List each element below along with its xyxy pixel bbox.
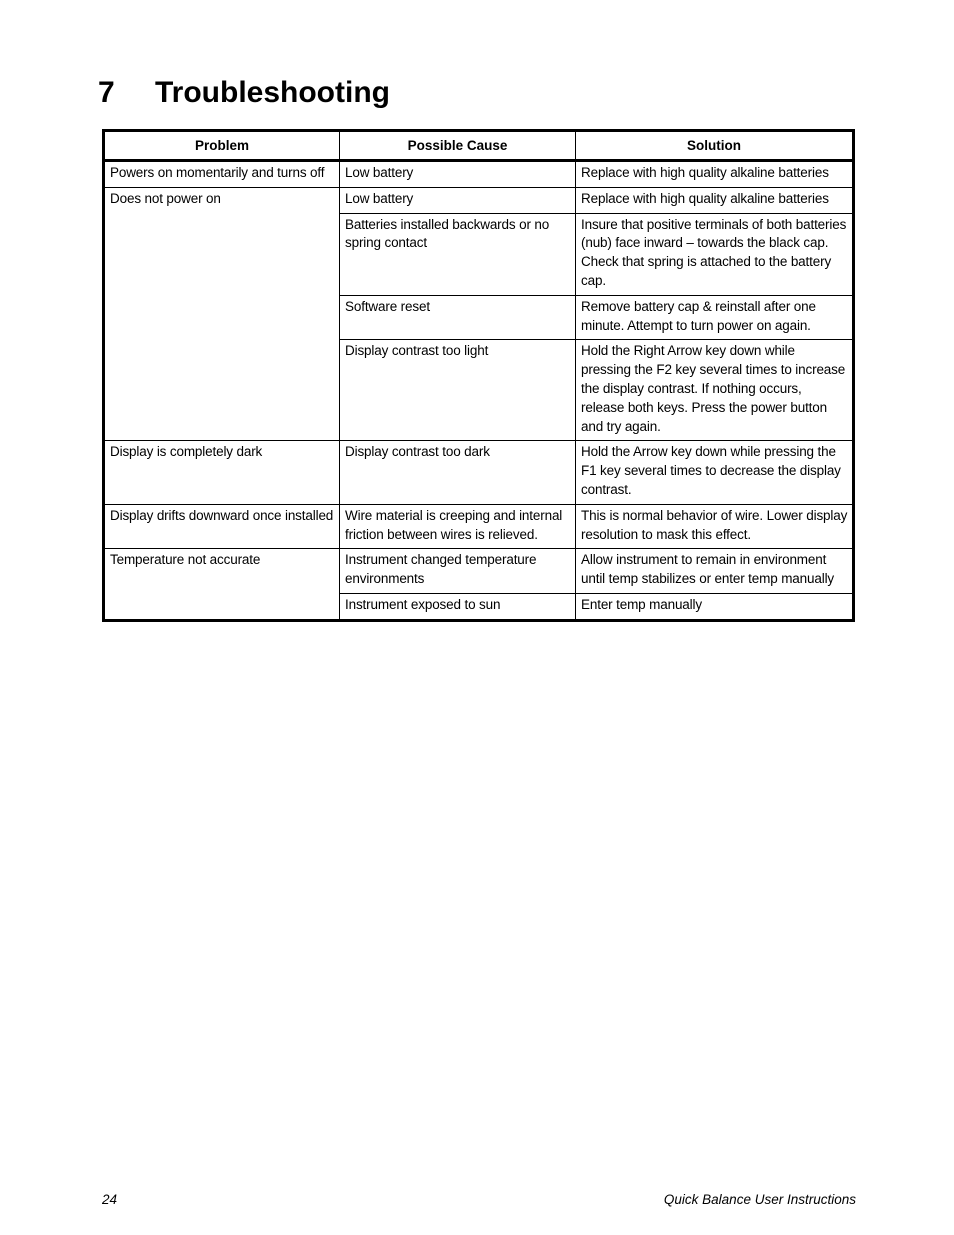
cause-cell: Wire material is creeping and internal friction between wires is relieved.: [340, 504, 576, 549]
problem-cell: Does not power on: [104, 187, 340, 441]
solution-cell: Insure that positive terminals of both batteries (nub) face inward – towards the black cap. Check that spring is attached to the battery cap.: [576, 213, 854, 295]
cause-cell: Instrument changed temperature environments: [340, 549, 576, 594]
cause-cell: Batteries installed backwards or no spring contact: [340, 213, 576, 295]
problem-cell: Display drifts downward once installed: [104, 504, 340, 549]
problem-cell: Display is completely dark: [104, 441, 340, 504]
cause-cell: Display contrast too light: [340, 340, 576, 441]
header-problem: Problem: [104, 131, 340, 161]
problem-cell: Temperature not accurate: [104, 549, 340, 620]
solution-cell: Hold the Arrow key down while pressing the F1 key several times to decrease the display contrast.: [576, 441, 854, 504]
header-possible-cause: Possible Cause: [340, 131, 576, 161]
section-title: Troubleshooting: [155, 76, 390, 109]
table-row: [104, 549, 854, 594]
section-number: 7: [98, 76, 115, 109]
solution-cell: Replace with high quality alkaline batteries: [576, 161, 854, 188]
table-row: [104, 161, 854, 188]
cause-cell: Software reset: [340, 295, 576, 340]
cause-cell: Display contrast too dark: [340, 441, 576, 504]
problem-cell: Powers on momentarily and turns off: [104, 161, 340, 188]
table-row: [104, 441, 854, 504]
solution-cell: Remove battery cap & reinstall after one minute. Attempt to turn power on again.: [576, 295, 854, 340]
solution-cell: Hold the Right Arrow key down while pressing the F2 key several times to increase the display contrast. If nothing occurs, release both keys. Press the power button and try again.: [576, 340, 854, 441]
solution-cell: Replace with high quality alkaline batteries: [576, 187, 854, 213]
header-solution: Solution: [576, 131, 854, 161]
solution-cell: Allow instrument to remain in environment until temp stabilizes or enter temp manually: [576, 549, 854, 594]
troubleshooting-table: [102, 129, 855, 622]
document-title-footer: Quick Balance User Instructions: [663, 1192, 856, 1207]
cause-cell: Low battery: [340, 161, 576, 188]
table-row: [104, 504, 854, 549]
section-heading: [98, 72, 390, 114]
table-row: [104, 187, 854, 213]
solution-cell: This is normal behavior of wire. Lower display resolution to mask this effect.: [576, 504, 854, 549]
solution-cell: Enter temp manually: [576, 593, 854, 620]
table-header-row: [104, 131, 854, 161]
page-number: 24: [102, 1192, 118, 1207]
cause-cell: Low battery: [340, 187, 576, 213]
cause-cell: Instrument exposed to sun: [340, 593, 576, 620]
